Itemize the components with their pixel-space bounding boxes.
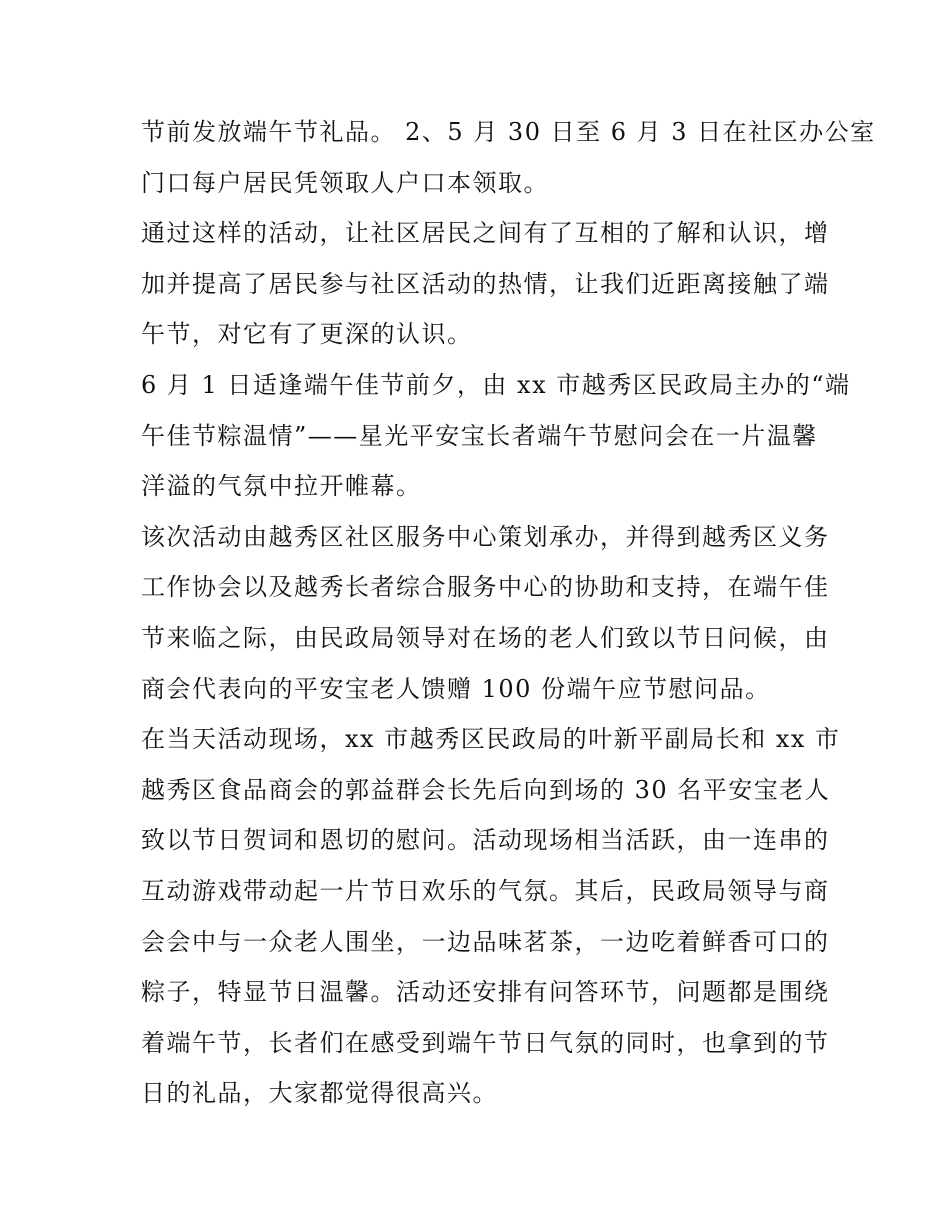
- text-line: 在当天活动现场，xx 市越秀区民政局的叶新平副局长和 xx 市: [141, 725, 841, 754]
- text-line: 致以节日贺词和恩切的慰问。活动现场相当活跃，由一连串的: [141, 826, 830, 855]
- text-line: 节前发放端午节礼品。 2、5 月 30 日至 6 月 3 日在社区办公室: [141, 118, 876, 146]
- text-line: 商会代表向的平安宝老人馈赠 100 份端午应节慰问品。: [141, 674, 771, 703]
- text-line: 日的礼品，大家都觉得很高兴。: [141, 1079, 498, 1108]
- text-line: 午佳节粽温情”——星光平安宝长者端午节慰问会在一片温馨: [141, 421, 818, 450]
- text-line: 该次活动由越秀区社区服务中心策划承办，并得到越秀区义务: [141, 522, 830, 551]
- text-line: 门口每户居民凭领取人户口本领取。: [141, 168, 549, 197]
- text-line: 会会中与一众老人围坐，一边品味茗茶，一边吃着鲜香可口的: [141, 927, 830, 956]
- text-line: 通过这样的活动，让社区居民之间有了互相的了解和认识，增: [141, 219, 830, 248]
- text-line: 加并提高了居民参与社区活动的热情，让我们近距离接触了端: [141, 269, 830, 298]
- text-line: 节来临之际，由民政局领导对在场的老人们致以节日问候，由: [141, 623, 830, 652]
- text-line: 洋溢的气氛中拉开帷幕。: [141, 472, 422, 501]
- text-line: 互动游戏带动起一片节日欢乐的气氛。其后，民政局领导与商: [141, 876, 830, 905]
- text-line: 越秀区食品商会的郭益群会长先后向到场的 30 名平安宝老人: [141, 775, 831, 804]
- text-line: 6 月 1 日适逢端午佳节前夕，由 xx 市越秀区民政局主办的“端: [141, 370, 851, 399]
- document-body: [141, 107, 876, 1119]
- text-line: 着端午节，长者们在感受到端午节日气氛的同时，也拿到的节: [141, 1028, 830, 1057]
- text-line: 午节，对它有了更深的认识。: [141, 320, 473, 349]
- text-line: 粽子，特显节日温馨。活动还安排有问答环节，问题都是围绕: [141, 978, 830, 1007]
- text-line: 工作协会以及越秀长者综合服务中心的协助和支持，在端午佳: [141, 573, 830, 602]
